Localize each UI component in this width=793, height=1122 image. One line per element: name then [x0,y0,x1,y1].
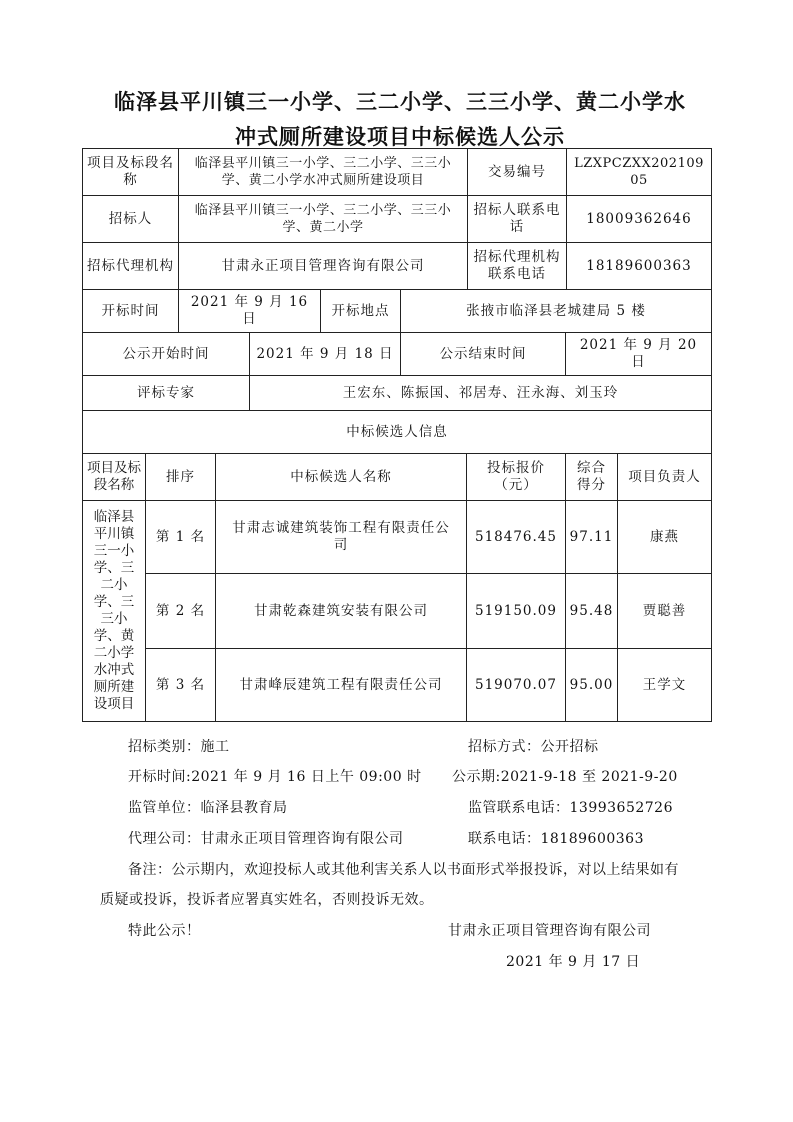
agency-label: 招标代理机构 [82,242,179,290]
col-header-price: 投标报价（元） [466,453,566,501]
footer-category: 招标类别：施工 [128,739,230,755]
candidate-name-1: 甘肃志诚建筑装饰工程有限责任公司 [215,500,467,574]
footer-agency-phone: 联系电话：18189600363 [468,831,644,847]
score-3: 95.00 [565,648,618,722]
candidate-name-3: 甘肃峰辰建筑工程有限责任公司 [215,648,467,722]
rank-3: 第 3 名 [145,648,216,722]
rank-1: 第 1 名 [145,500,216,574]
footer-pub-period: 公示期:2021-9-18 至 2021-9-20 [452,769,678,785]
open-time-label: 开标时间 [82,289,179,333]
price-2: 519150.09 [466,573,566,649]
document-title-line1: 临泽县平川镇三一小学、三二小学、三三小学、黄二小学水 [114,90,686,114]
pub-start-label: 公示开始时间 [82,332,250,376]
pub-end-value: 2021 年 9 月 20 日 [565,332,712,376]
agency-phone-label: 招标代理机构联系电话 [467,242,567,290]
project-label: 项目及标段名称 [82,148,179,196]
pub-end-label: 公示结束时间 [400,332,566,376]
project-value: 临泽县平川镇三一小学、三二小学、三三小学、黄二小学水冲式厕所建设项目 [178,148,468,196]
open-time-value: 2021 年 9 月 16 日 [178,289,321,333]
manager-3: 王学文 [617,648,712,722]
score-2: 95.48 [565,573,618,649]
footer-closing: 特此公示！ [128,923,201,939]
open-place-value: 张掖市临泽县老城建局 5 楼 [400,289,712,333]
agency-phone-value: 18189600363 [566,242,712,290]
footer-method: 招标方式：公开招标 [468,739,599,755]
open-place-label: 开标地点 [320,289,401,333]
col-header-manager: 项目负责人 [617,453,712,501]
footer-agency: 代理公司：甘肃永正项目管理咨询有限公司 [128,831,404,847]
agency-value: 甘肃永正项目管理咨询有限公司 [178,242,468,290]
col-header-rank: 排序 [145,453,216,501]
manager-2: 贾聪善 [617,573,712,649]
trade-no-label: 交易编号 [467,148,567,196]
footer-supervisor-phone: 监管联系电话：13993652726 [468,800,673,816]
footer-date: 2021 年 9 月 17 日 [506,954,641,970]
candidate-name-2: 甘肃乾森建筑安装有限公司 [215,573,467,649]
col-header-score: 综合得分 [565,453,618,501]
footer-signer: 甘肃永正项目管理咨询有限公司 [448,923,651,939]
price-1: 518476.45 [466,500,566,574]
manager-1: 康燕 [617,500,712,574]
price-3: 519070.07 [466,648,566,722]
experts-label: 评标专家 [82,375,250,411]
document-title-line2: 冲式厕所建设项目中标候选人公示 [235,125,565,149]
col-header-name: 中标候选人名称 [215,453,467,501]
footer-note: 备注：公示期内，欢迎投标人或其他利害关系人以书面形式举报投诉，对以上结果如有质疑或投诉，投诉者应署真实姓名，否则投诉无效。 [100,862,679,908]
section-header: 中标候选人信息 [82,410,712,454]
candidate-project-name: 临泽县平川镇三一小学、三二小学、三三小学、黄二小学水冲式厕所建设项目 [82,500,146,722]
experts-value: 王宏东、陈振国、祁居寿、汪永海、刘玉玲 [249,375,712,411]
col-header-project: 项目及标段名称 [82,453,146,501]
tenderer-value: 临泽县平川镇三一小学、三二小学、三三小学、黄二小学 [178,195,468,243]
rank-2: 第 2 名 [145,573,216,649]
footer-supervisor: 监管单位：临泽县教育局 [128,800,288,816]
tenderer-label: 招标人 [82,195,179,243]
pub-start-value: 2021 年 9 月 18 日 [249,332,401,376]
trade-no-value: LZXPCZXX20210905 [566,148,712,196]
tenderer-phone-value: 18009362646 [566,195,712,243]
footer-open-time: 开标时间:2021 年 9 月 16 日上午 09:00 时 [128,769,422,785]
score-1: 97.11 [565,500,618,574]
tenderer-phone-label: 招标人联系电话 [467,195,567,243]
